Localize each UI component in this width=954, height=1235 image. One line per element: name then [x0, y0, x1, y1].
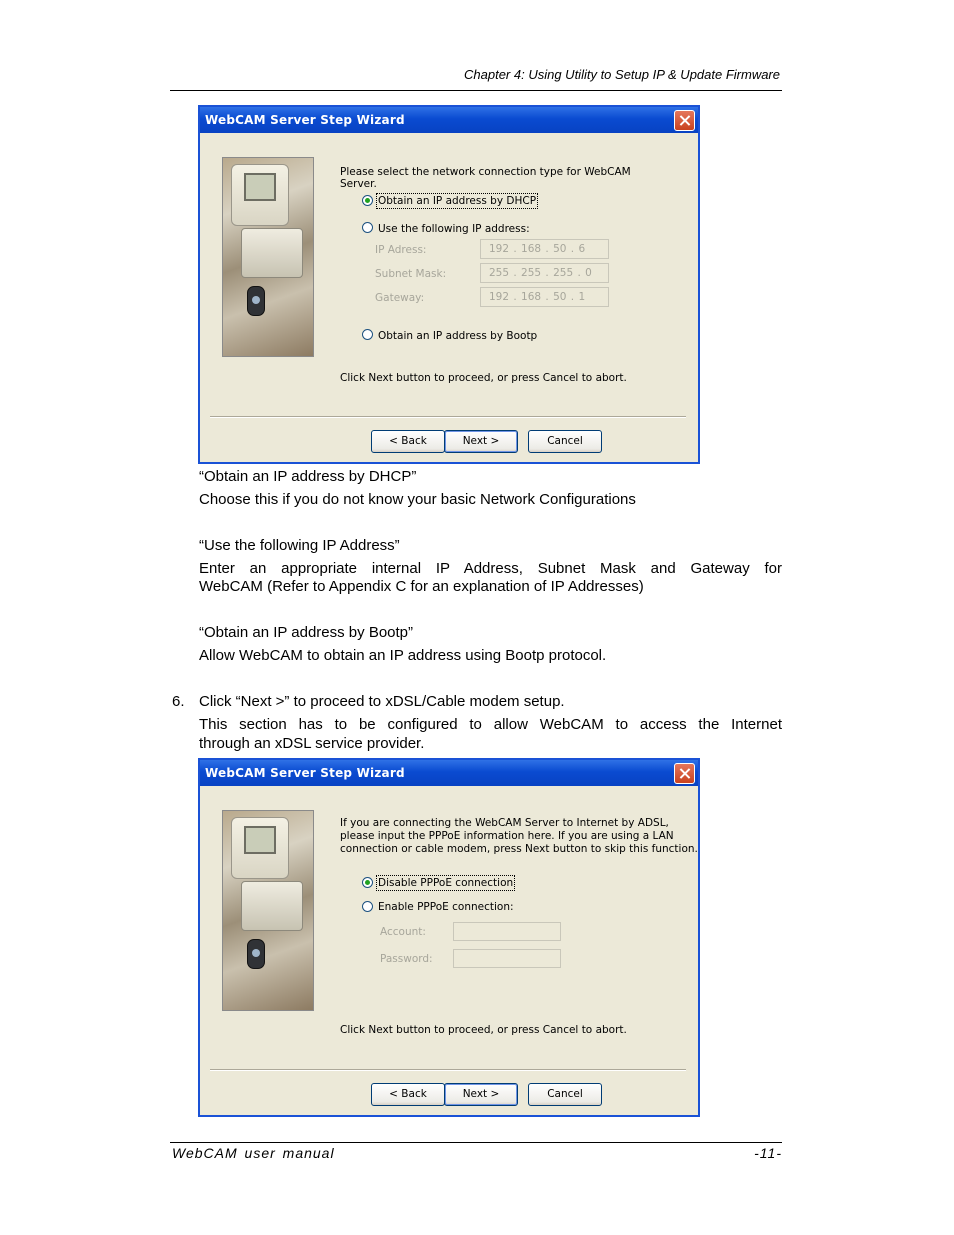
bootp-heading: “Obtain an IP address by Bootp” [199, 624, 414, 641]
chapter-header: Chapter 4: Using Utility to Setup IP & Update Firmware [464, 67, 780, 82]
static-ip-radio-label[interactable]: Use the following IP address: [378, 223, 530, 235]
bootp-radio[interactable] [362, 329, 373, 340]
wizard-title: WebCAM Server Step Wizard [205, 766, 405, 780]
subnet-mask-field[interactable]: 255 . 255 . 255 . 0 [480, 263, 609, 283]
cancel-button[interactable]: Cancel [528, 430, 602, 453]
static-ip-radio[interactable] [362, 222, 373, 233]
cancel-button[interactable]: Cancel [528, 1083, 602, 1106]
wizard-footer-text: Click Next button to proceed, or press Cancel to abort. [340, 372, 627, 384]
device-base [241, 228, 303, 278]
step-text: Click “Next >” to proceed to xDSL/Cable modem setup. [199, 693, 565, 710]
close-icon[interactable] [674, 110, 695, 131]
wizard-titlebar[interactable] [200, 107, 698, 133]
ip-address-field[interactable]: 192 . 168 . 50 . 6 [480, 239, 609, 259]
wizard-titlebar[interactable] [200, 760, 698, 786]
back-button[interactable]: < Back [371, 430, 445, 453]
manual-title: WebCAM user manual [172, 1145, 335, 1161]
close-icon[interactable] [674, 763, 695, 784]
wizard-prompt-line2: please input the PPPoE information here. If you are using a LAN [340, 830, 674, 842]
step-number: 6. [172, 693, 185, 710]
enable-pppoe-radio[interactable] [362, 901, 373, 912]
bootp-radio-label[interactable]: Obtain an IP address by Bootp [378, 330, 538, 342]
static-ip-description-line2: WebCAM (Refer to Appendix C for an explanation of IP Addresses) [199, 578, 644, 595]
step-description-line1: This section has to be configured to allow WebCAM to access the Internet [199, 716, 782, 733]
device-base [241, 881, 303, 931]
wizard-prompt-line1: Please select the network connection type for WebCAM [340, 166, 631, 178]
device-illustration [231, 164, 289, 226]
password-field[interactable] [453, 949, 561, 968]
button-separator [210, 416, 686, 418]
wizard-window-pppoe [198, 758, 700, 1117]
device-illustration [231, 817, 289, 879]
account-label: Account: [380, 926, 426, 938]
dhcp-heading: “Obtain an IP address by DHCP” [199, 468, 417, 485]
gateway-label: Gateway: [375, 292, 425, 304]
back-button[interactable]: < Back [371, 1083, 445, 1106]
disable-pppoe-label[interactable]: Disable PPPoE connection [378, 877, 514, 889]
wizard-body [200, 133, 698, 462]
dhcp-radio[interactable] [362, 195, 373, 206]
dhcp-radio-label[interactable]: Obtain an IP address by DHCP [378, 195, 537, 207]
step-description-line2: through an xDSL service provider. [199, 735, 425, 752]
bootp-description: Allow WebCAM to obtain an IP address using Bootp protocol. [199, 647, 607, 664]
account-field[interactable] [453, 922, 561, 941]
subnet-mask-label: Subnet Mask: [375, 268, 447, 280]
password-label: Password: [380, 953, 433, 965]
next-button[interactable]: Next > [444, 1083, 518, 1106]
static-ip-description-line1: Enter an appropriate internal IP Address, Subnet Mask and Gateway for [199, 560, 782, 577]
webcam-product-image [222, 810, 314, 1011]
next-button[interactable]: Next > [444, 430, 518, 453]
wizard-body [200, 786, 698, 1115]
wizard-prompt-line3: connection or cable modem, press Next button to skip this function. [340, 843, 698, 855]
enable-pppoe-label[interactable]: Enable PPPoE connection: [378, 901, 514, 913]
webcam-product-image [222, 157, 314, 357]
static-ip-heading: “Use the following IP Address” [199, 537, 400, 554]
gateway-field[interactable]: 192 . 168 . 50 . 1 [480, 287, 609, 307]
ip-address-label: IP Adress: [375, 244, 427, 256]
dhcp-description: Choose this if you do not know your basic Network Configurations [199, 491, 636, 508]
wizard-prompt-line1: If you are connecting the WebCAM Server to Internet by ADSL, [340, 817, 669, 829]
camera-illustration [247, 939, 265, 969]
button-separator [210, 1069, 686, 1071]
footer-rule [170, 1142, 782, 1143]
page-number: -11- [754, 1145, 782, 1161]
disable-pppoe-radio[interactable] [362, 877, 373, 888]
wizard-title: WebCAM Server Step Wizard [205, 113, 405, 127]
header-rule [170, 90, 782, 91]
wizard-footer-text: Click Next button to proceed, or press Cancel to abort. [340, 1024, 627, 1036]
camera-illustration [247, 286, 265, 316]
wizard-prompt-line2: Server. [340, 178, 377, 190]
wizard-window-ip [198, 105, 700, 464]
